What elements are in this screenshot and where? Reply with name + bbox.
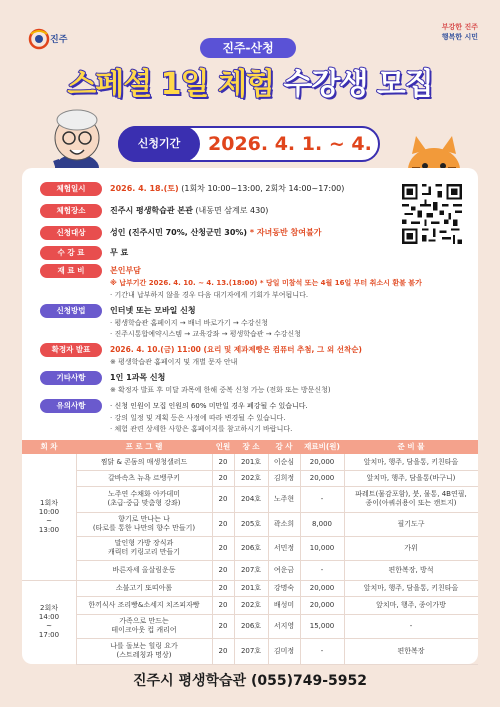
row-1-fee: 20,000 <box>309 473 335 482</box>
row-4-items-line-0: 가위 <box>404 543 418 552</box>
label-notes: 유의사항 <box>40 399 102 413</box>
logo-text: 진주 <box>50 35 68 45</box>
row-0-fee: 20,000 <box>309 457 335 466</box>
info-card <box>22 168 478 664</box>
row-1-room: 202호 <box>240 473 262 482</box>
row-3-program <box>76 512 212 536</box>
fee-value: 무 료 <box>110 248 129 257</box>
column-divider <box>268 454 269 664</box>
row-2-items <box>344 486 478 512</box>
row-8-program-line-0: 가족으로 만드는 <box>119 617 169 625</box>
announce-note: ※ 평생학습관 홈페이지 및 개별 문자 안내 <box>110 358 238 366</box>
row-1-teacher: 김희정 <box>273 473 295 482</box>
session-1-label <box>22 454 76 580</box>
row-8-items <box>344 614 478 638</box>
row-0-teacher: 이순심 <box>273 457 295 466</box>
row-2-program <box>76 486 212 512</box>
method-line-2: · 진주시통합예약시스템 → 교육강좌 → 평생학습관 → 수강신청 <box>110 330 301 338</box>
material-payment-period <box>110 278 422 288</box>
row-7-items <box>344 596 478 614</box>
row-9-items-line-0: 편한복장 <box>397 646 425 655</box>
row-5-items-line-0: 편한복장, 방석 <box>388 565 434 574</box>
footer-contact: 진주시 평생학습관 (055)749-5952 <box>133 673 367 689</box>
session-1-sep: ~ <box>46 517 52 525</box>
method-line-1: · 평생학습관 홈페이지 → 배너 바로가기 → 수강신청 <box>110 319 269 327</box>
th-count: 인원 <box>212 440 234 454</box>
row-1-program <box>76 470 212 486</box>
column-divider <box>300 454 301 664</box>
row-7-items-line-0: 앞치마, 행주, 종이가방 <box>376 600 446 609</box>
place-name: 진주시 평생학습관 본관 <box>110 206 193 215</box>
th-items: 준 비 물 <box>344 440 478 454</box>
row-5-items <box>344 560 478 580</box>
region-pill: 진주-산청 <box>200 38 296 58</box>
title-part-2: 수강생 모집 <box>283 67 433 102</box>
label-target: 신청대상 <box>40 226 102 240</box>
row-3-program-line-0: 향기로 만나는 나 <box>118 515 170 523</box>
row-4-room: 206호 <box>240 543 262 552</box>
row-6-items <box>344 580 478 596</box>
row-9-program-line-1: (스트레칭과 명상) <box>116 651 172 659</box>
column-divider <box>234 454 235 664</box>
row-9-program-line-0: 나를 돌보는 힐링 요가 <box>110 642 178 650</box>
row-8-program <box>76 614 212 638</box>
period-label: 신청기간 <box>118 126 200 162</box>
label-date: 체험일시 <box>40 182 102 196</box>
th-room: 장 소 <box>234 440 268 454</box>
value-method <box>110 304 196 318</box>
notes-line-1: · 신청 인원이 모집 인원의 60% 미만일 경우 폐강될 수 있습니다. <box>110 402 308 410</box>
label-announce: 확정자 발표 <box>40 343 102 357</box>
row-5-count: 20 <box>218 565 228 574</box>
row-0-program <box>76 454 212 470</box>
th-teacher: 강 사 <box>268 440 300 454</box>
session-2-name: 2회차 <box>40 604 58 612</box>
row-9-fee: - <box>320 646 324 655</box>
etc-note: ※ 확정자 발표 후 미달 과목에 한해 중복 신청 가능 (전화 또는 방문신청) <box>110 386 331 394</box>
row-2-teacher: 노주현 <box>273 494 295 503</box>
row-9-teacher: 김미정 <box>273 646 295 655</box>
row-3-count: 20 <box>218 519 228 528</box>
target-main: 성인 (진주시민 70%, 산청군민 30%) <box>110 228 248 237</box>
row-6-fee: 20,000 <box>309 583 335 592</box>
city-logo-mark <box>28 28 50 50</box>
row-1-count: 20 <box>218 473 228 482</box>
label-place: 체험장소 <box>40 204 102 218</box>
slogan-line-2: 행복한 시민 <box>441 33 478 41</box>
row-1-items-line-0: 앞치마, 행주, 담을통(바구니) <box>366 473 456 482</box>
row-9-count: 20 <box>218 646 228 655</box>
row-4-program-line-0: 말인형 가방 장식과 <box>114 539 174 547</box>
row-8-room: 206호 <box>240 621 262 630</box>
row-9-items <box>344 638 478 664</box>
session-2-label <box>22 580 76 664</box>
row-2-program-line-0: 노주연 수채화 아카데미 <box>107 490 181 498</box>
row-1-program-line-0: 갈바속츠 뉴욕 르뱅쿠키 <box>107 473 181 482</box>
period-dates: 2026. 4. 1. ~ 4. <box>208 133 372 155</box>
row-6-items-line-0: 앞치마, 행주, 담을통, 키친타올 <box>363 583 459 592</box>
row-9-program <box>76 638 212 664</box>
column-divider <box>212 454 213 664</box>
column-divider <box>344 454 345 664</box>
row-6-count: 20 <box>218 583 228 592</box>
row-0-count: 20 <box>218 457 228 466</box>
row-7-fee: 20,000 <box>309 600 335 609</box>
row-7-count: 20 <box>218 600 228 609</box>
row-8-items-line-0: - <box>409 621 413 630</box>
row-0-room: 201호 <box>240 457 262 466</box>
notes-line-2: · 강의 일정 및 계획 등은 사정에 따라 변경될 수 있습니다. <box>110 414 286 422</box>
value-etc <box>110 371 165 385</box>
th-session: 회 차 <box>22 440 76 454</box>
etc-main: 1인 1과목 신청 <box>110 373 166 382</box>
row-7-program-line-0: 한끼식사 조리빵&소세지 치즈피자빵 <box>88 600 200 609</box>
qr-code[interactable] <box>400 182 464 246</box>
row-4-teacher: 서민정 <box>273 543 295 552</box>
place-address: (내동면 삼계로 430) <box>192 206 269 215</box>
row-2-count: 20 <box>218 494 228 503</box>
row-6-program-line-0: 소불고기 또띠아롤 <box>115 583 173 592</box>
value-place <box>110 204 268 218</box>
row-4-program-line-1: 캐릭터 키링고리 만들기 <box>107 548 181 556</box>
session-1-name: 1회차 <box>40 499 58 507</box>
session-2-start: 14:00 <box>38 613 60 621</box>
label-material: 재 료 비 <box>40 264 102 278</box>
value-target <box>110 226 321 240</box>
column-divider <box>76 454 77 664</box>
row-3-fee: 8,000 <box>311 519 333 528</box>
label-method: 신청방법 <box>40 304 102 318</box>
row-1-items <box>344 470 478 486</box>
row-7-teacher: 배성미 <box>273 600 295 609</box>
row-6-room: 201호 <box>240 583 262 592</box>
row-3-program-line-1: (타로를 통한 나만의 향수 만들기) <box>92 524 196 532</box>
row-5-teacher: 여운금 <box>273 565 295 574</box>
session-2-end: 17:00 <box>38 631 60 639</box>
value-date <box>110 182 344 196</box>
row-2-items-line-0: 파레트(물감포함), 붓, 물통, 4B연필, <box>355 490 467 498</box>
material-note: · 기간내 납부하지 않을 경우 다음 대기자에게 기회가 부여됩니다. <box>110 291 309 299</box>
city-slogan <box>442 22 478 42</box>
row-2-items-line-1: 종이(아쿼쉬용이 또는 캔트지) <box>365 499 457 507</box>
row-2-room: 204호 <box>240 494 262 503</box>
row-2-program-line-1: (초급·중급 맞춤형 강좌) <box>107 499 181 507</box>
target-note: * 자녀동반 참여불가 <box>247 228 322 237</box>
th-program: 프 로 그 램 <box>76 440 212 454</box>
value-announce: 2026. 4. 10.(금) 11:00 (요리 및 제과제빵은 컴퓨터 추첨, 그 외 선착순) <box>110 345 362 354</box>
label-etc: 기타사항 <box>40 371 102 385</box>
row-0-program-line-0: 찜닭 & 콘돔의 매생청샐러드 <box>100 457 188 466</box>
row-4-count: 20 <box>218 543 228 552</box>
session-1-end: 13:00 <box>38 526 60 534</box>
label-fee: 수 강 료 <box>40 246 102 260</box>
session-2-sep: ~ <box>46 622 52 630</box>
value-fee <box>110 246 128 260</box>
session-1-start: 10:00 <box>38 508 60 516</box>
row-9-room: 207호 <box>240 646 262 655</box>
row-4-fee: 10,000 <box>309 543 335 552</box>
material-refund-note: * 당일 미참석 또는 4월 16일 부터 취소시 환불 불가 <box>257 279 422 287</box>
row-5-fee: - <box>320 565 324 574</box>
row-0-items-line-0: 앞치마, 행주, 담을통, 키친타올 <box>363 457 459 466</box>
row-8-fee: 15,000 <box>309 621 335 630</box>
row-3-items <box>344 512 478 536</box>
th-fee: 재료비(원) <box>300 440 344 454</box>
application-period-bar <box>118 126 380 162</box>
row-7-program <box>76 596 212 614</box>
row-4-program <box>76 536 212 560</box>
date-sessions: (1회차 10:00~13:00, 2회차 14:00~17:00) <box>178 184 345 193</box>
row-8-count: 20 <box>218 621 228 630</box>
material-period: ※ 납부기간 2026. 4. 10. ~ 4. 13.(18:00) <box>110 279 258 287</box>
date-main: 2026. 4. 18.(토) <box>110 184 179 193</box>
city-logo <box>28 28 72 50</box>
row-5-program <box>76 560 212 580</box>
row-0-items <box>344 454 478 470</box>
row-3-room: 205호 <box>240 519 262 528</box>
row-4-items <box>344 536 478 560</box>
title-part-1: 스페셜 1일 체험 <box>67 67 274 102</box>
row-6-teacher: 강명숙 <box>273 583 295 592</box>
method-main: 인터넷 또는 모바일 신청 <box>110 306 196 315</box>
value-material: 본인부담 <box>110 266 141 275</box>
row-7-room: 202호 <box>240 600 262 609</box>
row-8-teacher: 서지영 <box>273 621 295 630</box>
notes-line-3: · 체험 관련 상세한 사항은 홈페이지를 참고하시기 바랍니다. <box>110 425 293 433</box>
row-2-fee: - <box>320 494 324 503</box>
row-6-program <box>76 580 212 596</box>
row-3-teacher: 곽소희 <box>273 519 295 528</box>
slogan-line-1: 부강한 진주 <box>441 23 478 31</box>
row-3-items-line-0: 필기도구 <box>397 519 425 528</box>
row-5-room: 207호 <box>240 565 262 574</box>
row-8-program-line-1: 테이크아웃 컵 캐리어 <box>111 626 177 634</box>
row-divider <box>76 664 478 665</box>
row-5-program-line-0: 바른자세 올살림운동 <box>112 565 176 574</box>
